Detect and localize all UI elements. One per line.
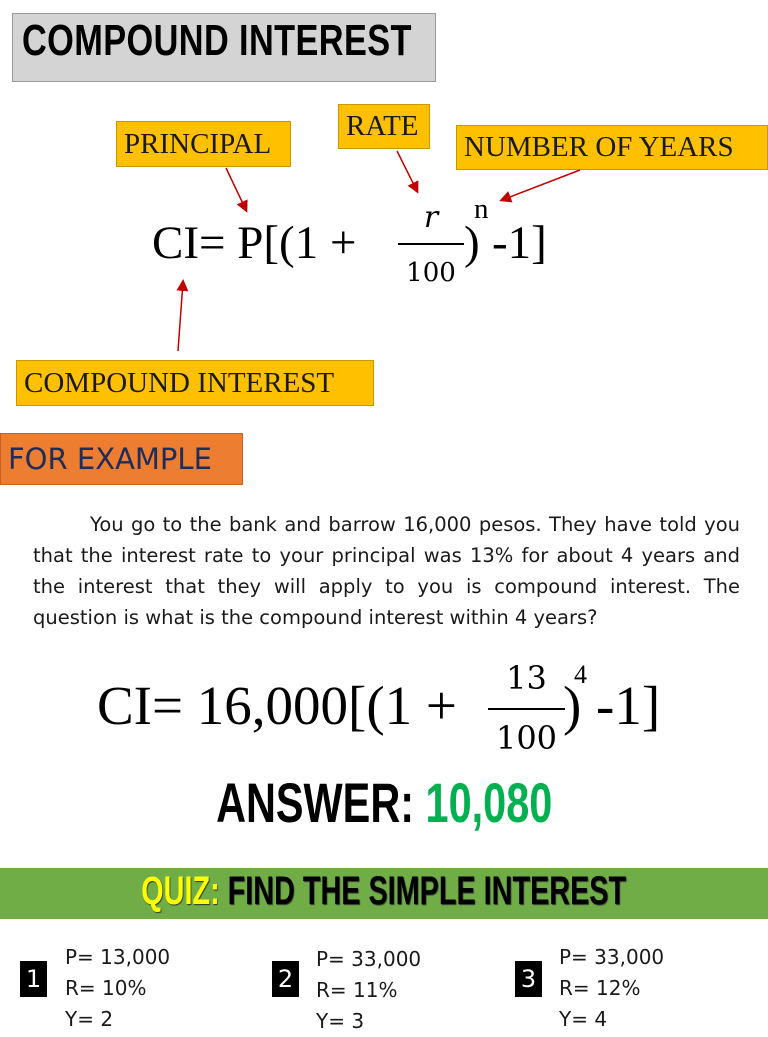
quiz-item-3-years: Y= 4 [559, 1007, 608, 1031]
quiz-item-1-number: 1 [20, 961, 47, 997]
quiz-item-1-rate: R= 10% [65, 976, 147, 1000]
formula-close-paren: ) [464, 217, 480, 269]
quiz-label: QUIZ: [141, 869, 220, 913]
quiz-item-1-years: Y= 2 [65, 1007, 114, 1031]
quiz-item-3 [559, 942, 664, 1035]
years-arrow [502, 170, 580, 200]
answer [0, 770, 768, 835]
quiz-item-2 [316, 944, 421, 1037]
quiz-item-2-rate: R= 11% [316, 978, 398, 1002]
formula-numerator: r [423, 200, 439, 235]
quiz-item-2-principal: P= 33,000 [316, 947, 422, 971]
quiz-item-3-number: 3 [515, 961, 542, 997]
quiz-item-1 [65, 942, 170, 1035]
compound-interest-arrow [178, 282, 183, 351]
formula-exponent: n [474, 193, 489, 225]
rate-label: RATE [338, 104, 430, 149]
years-label: NUMBER OF YEARS [456, 125, 768, 170]
rate-arrow [397, 151, 417, 191]
example-formula-exponent: 4 [574, 660, 587, 689]
quiz-item-1-principal: P= 13,000 [65, 945, 171, 969]
example-formula-close-paren: ) [563, 675, 582, 736]
principal-arrow [226, 168, 246, 210]
page-title: COMPOUND INTEREST [22, 16, 412, 65]
example-paragraph: You go to the bank and barrow 16,000 pesos. They have told you that the interest rate to your principal was 13% for about 4 years and the interest that they will apply to you is compound interest. The question is what is the compound interest within 4 years? [33, 513, 740, 629]
pointer-arrows [0, 0, 768, 420]
example-formula-numerator: 13 [506, 659, 547, 697]
answer-label: ANSWER: [215, 771, 414, 834]
answer-value: 10,080 [425, 771, 553, 834]
formula-denominator: 100 [406, 258, 456, 288]
quiz-title: FIND THE SIMPLE INTEREST [227, 869, 627, 913]
example-formula-lhs: CI= 16,000[(1 + [97, 675, 457, 736]
principal-label: PRINCIPAL [116, 121, 291, 167]
quiz-item-2-number: 2 [272, 961, 299, 997]
quiz-item-3-rate: R= 12% [559, 976, 641, 1000]
formula-fraction-bar [398, 243, 464, 245]
formula-lhs: CI= P[(1 + [152, 217, 357, 269]
example-formula-tail: -1] [596, 675, 661, 736]
formula-tail: -1] [492, 217, 547, 269]
compound-interest-label: COMPOUND INTEREST [16, 360, 374, 406]
quiz-item-2-years: Y= 3 [316, 1009, 365, 1033]
example-formula-denominator: 100 [495, 719, 558, 757]
quiz-heading [0, 869, 768, 914]
quiz-item-3-principal: P= 33,000 [559, 945, 665, 969]
example-formula-fraction-bar [488, 708, 565, 710]
example-heading: FOR EXAMPLE [0, 433, 243, 485]
